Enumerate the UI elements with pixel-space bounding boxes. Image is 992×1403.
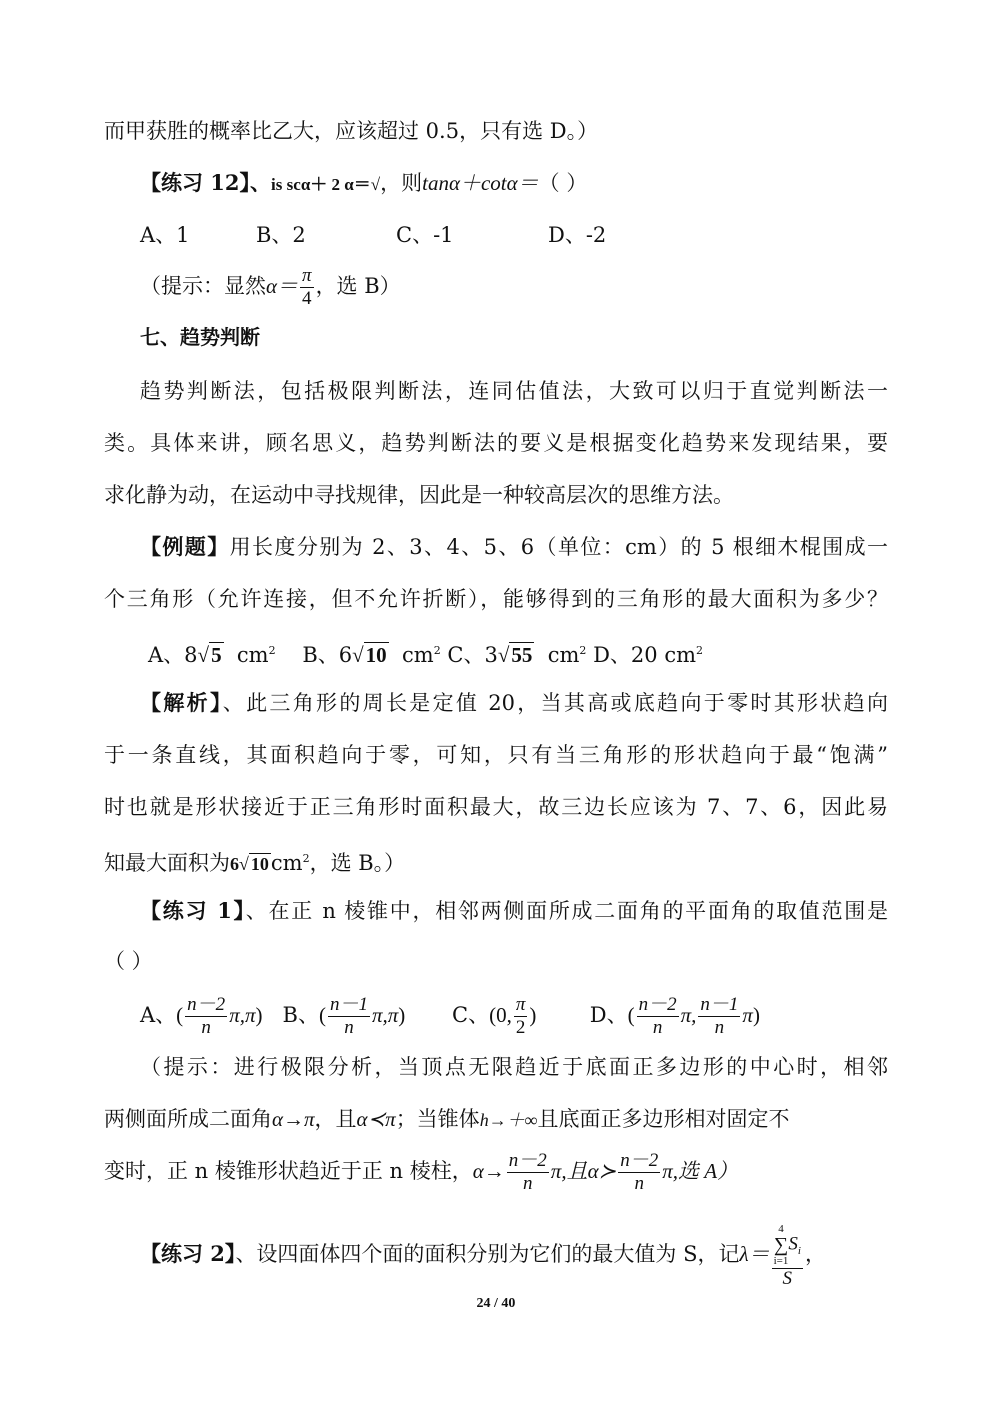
solution-line: 时也就是形状接近于正三角形时面积最大，故三边长应该为 7、7、6，因此易 <box>104 795 888 819</box>
answer-blank: （ ） <box>104 949 153 973</box>
option-a: A、1 <box>140 223 190 247</box>
example-line: 【例题】用长度分别为 2、3、4、5、6（单位：cm）的 5 根细木棍围成一 <box>140 534 888 559</box>
example-line: 个三角形（允许连接，但不允许折断），能够得到的三角形的最大面积为多少？ <box>104 587 888 611</box>
text-line: 而甲获胜的概率比乙大，应该超过 0.5，只有选 D。） <box>104 119 599 143</box>
option-c: C、3√55 $cm^2$ <box>447 643 587 667</box>
hint-line: （提示：显然α＝ $\frac{\pi}{4}$ ，选 B） <box>140 265 401 309</box>
option-c: C、-1 <box>396 223 454 247</box>
exercise-2: 【练习 2】、设四面体四个面的面积分别为它们的最大值为 S，记λ＝ 4 ∑ i=1 $S_i$ S ， <box>140 1223 826 1289</box>
fraction: 4 ∑ i=1 $S_i$ S <box>773 1223 801 1289</box>
option-b: B、6√10 $cm^2$ <box>302 643 441 667</box>
option-a: A、8√5 $cm^2$ <box>148 643 276 667</box>
exercise-label: 【练习 12】、 <box>140 170 272 195</box>
solution-line: 知最大面积为6√ $10cm^2$，选 B。） <box>104 851 406 875</box>
option-d: D、( $\frac{n-2}{n}$ π, $\frac{n-1}{n}$ π) <box>589 994 760 1038</box>
solution-line: 【解析】、此三角形的周长是定值 20，当其高或底趋向于零时其形状趋向 <box>140 690 888 715</box>
hint-line: 两侧面所成二面角α→π，且α≺π；当锥体h→＋∞且底面正多边形相对固定不 <box>104 1107 790 1131</box>
option-b: B、2 <box>256 223 306 247</box>
formula: tanα＋cotα＝ <box>422 171 539 195</box>
solution-line: 于一条直线，其面积趋向于零，可知，只有当三角形的形状趋向于最“饱满” <box>104 743 888 767</box>
page-number: 24 / 40 <box>476 1296 516 1311</box>
answer-blank: （ ） <box>538 171 588 195</box>
option-c: C、(0, $\frac{\pi}{2}$ ) <box>452 994 537 1038</box>
option-b: B、( $\frac{n-1}{n}$ π,π) <box>282 994 406 1038</box>
option-d: D、20 $cm^2$ <box>593 643 704 667</box>
hint-line: 变时，正 n 棱锥形状趋近于正 n 棱柱，α→ $\frac{n-2}{n}$ π,且α≻ $\frac{n-2}{n}$ π,选 A） <box>104 1150 739 1194</box>
options-row <box>140 220 930 250</box>
paragraph-line: 类。具体来讲，顾名思义，趋势判断法的要义是根据变化趋势来发现结果，要 <box>104 431 888 455</box>
exercise-1: 【练习 1】、在正 n 棱锥中，相邻两侧面所成二面角的平面角的取值范围是 <box>140 898 888 923</box>
hint-line: （提示：进行极限分析，当顶点无限趋近于底面正多边形的中心时，相邻 <box>140 1055 888 1079</box>
example-options <box>148 636 938 670</box>
text: ，则 <box>380 171 423 195</box>
option-a: A、( $\frac{n-2}{n}$ π,π) <box>140 994 263 1038</box>
exercise-1-options <box>140 990 930 1040</box>
exercise-12 <box>140 168 930 200</box>
paragraph-line: 求化静为动，在运动中寻找规律，因此是一种较高层次的思维方法。 <box>104 483 734 507</box>
section-heading: 七、趋势判断 <box>140 325 260 349</box>
option-d: D、-2 <box>548 223 607 247</box>
formula: is scα＋ 2 α＝√ <box>271 175 381 194</box>
paragraph-line: 趋势判断法，包括极限判断法，连同估值法，大致可以归于直觉判断法一 <box>140 379 888 403</box>
fraction: $\frac{\pi}{4}$ <box>302 265 312 309</box>
